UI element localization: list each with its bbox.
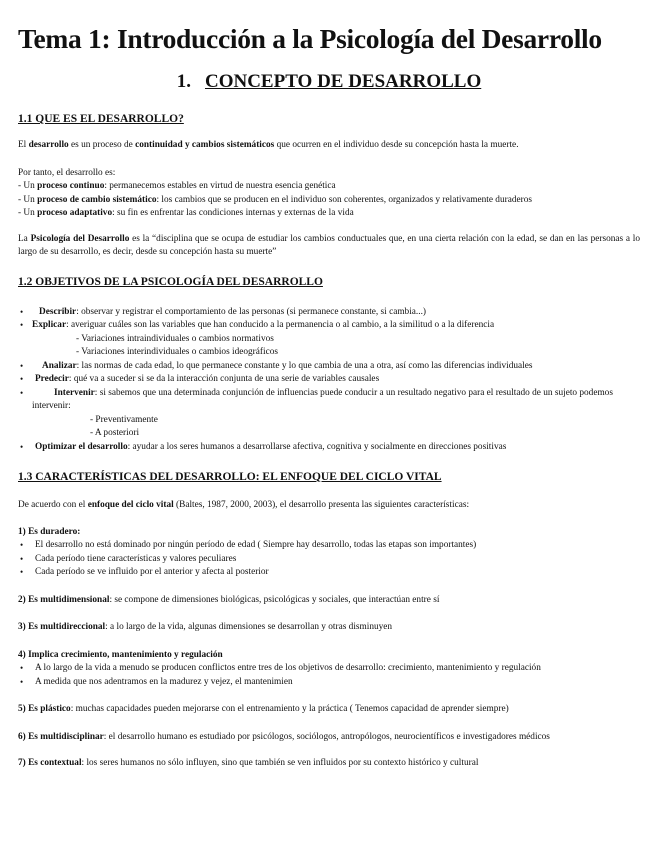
- development-item: - Un proceso de cambio sistemático: los cambios que se producen en el individuo son coherentes, organizados y relativamente duraderos: [18, 194, 532, 205]
- list-item: • Predecir: qué va a suceder si se da la interacción conjunta de una serie de variables causales: [18, 373, 640, 387]
- list-item: • Cada período tiene características y valores peculiares: [18, 553, 640, 567]
- list-subitem: - Variaciones intraindividuales o cambios normativos: [76, 333, 274, 344]
- list-item: • Intervenir: si sabemos que una determinada conjunción de influencias puede conducir a un resultado negativo para el resultado de un sujeto podemos intervenir:: [18, 387, 640, 414]
- characteristic-item: 2) Es multidimensional: se compone de dimensiones biológicas, psicológicas y sociales, que interactúan entre sí: [18, 594, 440, 605]
- characteristic-item: 6) Es multidisciplinar: el desarrollo humano es estudiado por psicólogos, sociólogos, antropólogos, neurocientíficos e investigadores médicos: [18, 731, 550, 742]
- characteristic-list: [18, 539, 640, 580]
- characteristic-item: 7) Es contextual: los seres humanos no sólo influyen, sino que también se ven influidos por su contexto histórico y cultural: [18, 758, 479, 768]
- characteristic-heading: 1) Es duradero:: [18, 526, 81, 537]
- list-item: • Explicar: averiguar cuáles son las variables que han conducido a la permanencia o al cambio, a la similitud o a la diferencia: [18, 319, 640, 333]
- psychology-definition: La Psicología del Desarrollo es la “disciplina que se ocupa de estudiar los cambios conductuales que, en una cierta relación con la edad, se dan en las personas a lo largo de su desarrollo, es decir, desde su concepción hasta su muerte”: [18, 233, 641, 257]
- chapter-number: 1.: [176, 71, 191, 92]
- list-subitem: - Variaciones interindividuales o cambios ideográficos: [76, 347, 278, 357]
- list-subitem: - A posteriori: [90, 428, 140, 438]
- chapter-heading: [18, 70, 640, 94]
- list-item: • El desarrollo no está dominado por ningún período de edad ( Siempre hay desarrollo, todas las etapas son importantes): [18, 539, 640, 553]
- development-item: - Un proceso adaptativo: su fin es enfrentar las condiciones internas y externas de la vida: [18, 208, 354, 218]
- chapter-label: CONCEPTO DE DESARROLLO: [204, 71, 482, 92]
- list-item: • Cada período se ve influido por el anterior y afecta al posterior: [18, 566, 640, 580]
- list-item: • Optimizar el desarrollo: ayudar a los seres humanos a desarrollarse afectiva, cognitiva y socialmente en direcciones positivas: [18, 441, 640, 455]
- objectives-list: [18, 306, 640, 455]
- list-subitem: - Preventivamente: [90, 414, 158, 425]
- development-intro: Por tanto, el desarrollo es:: [18, 167, 116, 178]
- list-item: • Analizar: las normas de cada edad, lo que permanece constante y lo que cambia de una a otra, así como las diferencias individuales: [18, 360, 640, 374]
- section-heading-1-1: 1.1 QUE ES EL DESARROLLO?: [18, 113, 184, 125]
- list-item: • Describir: observar y registrar el comportamiento de las personas (si permanece constante, si cambia...): [18, 306, 640, 320]
- characteristics-intro: De acuerdo con el enfoque del ciclo vital (Baltes, 1987, 2000, 2003), el desarrollo presenta las siguientes características:: [18, 500, 470, 510]
- list-item: • A lo largo de la vida a menudo se producen conflictos entre tres de los objetivos de desarrollo: crecimiento, mantenimiento y regulación: [18, 662, 640, 676]
- development-item: - Un proceso continuo: permanecemos estables en virtud de nuestra esencia genética: [18, 181, 336, 191]
- section-heading-1-3: 1.3 CARACTERÍSTICAS DEL DESARROLLO: EL ENFOQUE DEL CICLO VITAL: [18, 471, 442, 483]
- document-title: Tema 1: Introducción a la Psicología del Desarrollo: [18, 23, 602, 54]
- characteristic-list: [18, 662, 640, 689]
- list-item: • A medida que nos adentramos en la madurez y vejez, el mantenimien: [18, 676, 640, 690]
- characteristic-item: 3) Es multidireccional: a lo largo de la vida, algunas dimensiones se desarrollan y otras disminuyen: [18, 622, 393, 632]
- characteristic-item: 5) Es plástico: muchas capacidades pueden mejorarse con el entrenamiento y la práctica ( Tenemos capacidad de aprender siempre): [18, 704, 509, 714]
- definition-paragraph: El desarrollo es un proceso de continuidad y cambios sistemáticos que ocurren en el individuo desde su concepción hasta la muerte.: [18, 140, 519, 150]
- characteristic-heading: 4) Implica crecimiento, mantenimiento y regulación: [18, 649, 223, 660]
- section-heading-1-2: 1.2 OBJETIVOS DE LA PSICOLOGÍA DEL DESARROLLO: [18, 275, 323, 288]
